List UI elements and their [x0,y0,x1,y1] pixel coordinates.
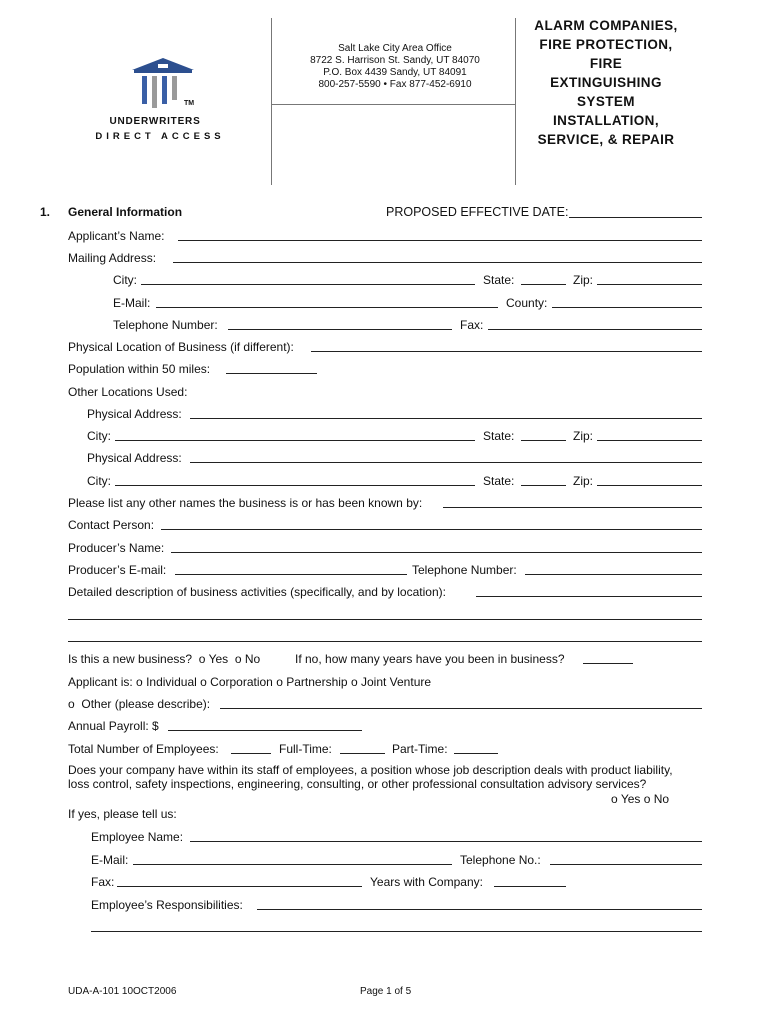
office-phone-fax: 800-257-5590 • Fax 877-452-6910 [318,79,472,90]
contact-person-field[interactable] [161,529,702,530]
county-field[interactable] [552,307,702,308]
state-field[interactable] [521,440,566,441]
annual-payroll-label: Annual Payroll: $ [68,719,159,733]
header-divider-horizontal [271,104,515,105]
logo-tagline: DIRECT ACCESS [95,131,225,142]
zip-field[interactable] [597,284,702,285]
physical-location-field[interactable] [311,351,702,352]
years-in-business-field[interactable] [583,663,633,664]
title-line: EXTINGUISHING [550,75,662,90]
population-label: Population within 50 miles: [68,362,211,376]
description-field-1[interactable] [476,596,702,597]
city-field[interactable] [115,440,475,441]
state-label: State: [483,273,515,287]
staff-yes-checkbox[interactable]: o [611,792,618,806]
email-label: E-Mail: [113,296,151,310]
employee-fax-field[interactable] [117,886,362,887]
office-po-box: P.O. Box 4439 Sandy, UT 84091 [323,67,467,78]
joint-venture-label: Joint Venture [360,675,432,689]
employee-fax-label: Fax: [91,875,115,889]
telephone-label: Telephone Number: [113,318,218,332]
company-logo [80,56,240,146]
part-time-label: Part-Time: [392,742,448,756]
fax-label: Fax: [460,318,484,332]
trademark-mark: TM [184,100,195,107]
city-field[interactable] [141,284,475,285]
contact-person-label: Contact Person: [68,518,155,532]
effective-date-label: PROPOSED EFFECTIVE DATE: [386,205,569,219]
state-field[interactable] [521,284,566,285]
telephone-field[interactable] [228,329,452,330]
if-yes-label: If yes, please tell us: [68,807,177,821]
section-heading: General Information [68,205,183,219]
staff-question-options [611,792,669,806]
individual-label: Individual [146,675,197,689]
joint-venture-checkbox[interactable]: o [350,675,358,689]
state-field[interactable] [521,485,566,486]
applicant-name-field[interactable] [178,240,702,241]
effective-date-field[interactable] [569,217,702,218]
office-name: Salt Lake City Area Office [338,43,452,54]
physical-address-label: Physical Address: [87,407,182,421]
title-line: FIRE PROTECTION, [539,37,673,52]
logo-name: UNDERWRITERS [109,116,201,127]
new-business-label: Is this a new business? [68,652,193,666]
no-label: No [244,652,261,666]
page-number: Page 1 of 5 [360,986,412,997]
years-with-company-field[interactable] [494,886,566,887]
other-names-field[interactable] [443,507,702,508]
other-names-label: Please list any other names the business is or has been known by: [68,496,423,510]
producer-name-field[interactable] [171,552,702,553]
individual-checkbox[interactable]: o [136,675,143,689]
county-label: County: [506,296,548,310]
responsibilities-field-2[interactable] [91,931,702,932]
other-checkbox[interactable]: o [68,697,75,711]
staff-question: Does your company have within its staff of employees, a position whose job description deals with product liability, loss control, safety inspections, engineering, consulting, or other professional consultation advisory services? [68,763,673,791]
header-divider-right [515,18,516,185]
physical-address-field[interactable] [190,418,702,419]
producer-email-field[interactable] [175,574,407,575]
part-time-field[interactable] [454,753,498,754]
description-field-3[interactable] [68,641,702,642]
full-time-label: Full-Time: [279,742,332,756]
zip-label: Zip: [573,429,594,443]
email-field[interactable] [156,307,498,308]
description-label: Detailed description of business activities (specifically, and by location): [68,585,446,599]
population-field[interactable] [226,373,317,374]
telephone-no-field[interactable] [550,864,702,865]
office-street: 8722 S. Harrison St. Sandy, UT 84070 [310,55,480,66]
physical-address-field[interactable] [190,462,702,463]
other-describe-label: Other (please describe): [81,697,211,711]
other-locations-label: Other Locations Used: [68,385,188,399]
no-checkbox[interactable]: o [234,652,242,666]
applicant-type-row [68,675,431,689]
physical-location-label: Physical Location of Business (if different): [68,340,294,354]
staff-no-checkbox[interactable]: o [643,792,651,806]
mailing-address-field[interactable] [173,262,702,263]
applicant-name-label: Applicant’s Name: [68,229,165,243]
zip-field[interactable] [597,485,702,486]
corporation-label: Corporation [210,675,273,689]
employee-email-label: E-Mail: [91,853,129,867]
telephone-no-label: Telephone No.: [460,853,541,867]
office-address [290,43,500,91]
title-line: INSTALLATION, [553,113,659,128]
full-time-field[interactable] [340,753,385,754]
total-employees-field[interactable] [231,753,271,754]
annual-payroll-field[interactable] [168,730,362,731]
staff-yes-label: Yes [620,792,641,806]
staff-no-label: No [653,792,670,806]
zip-label: Zip: [573,474,594,488]
partnership-label: Partnership [286,675,348,689]
mailing-address-label: Mailing Address: [68,251,157,265]
form-title [520,16,692,149]
zip-field[interactable] [597,440,702,441]
city-label: City: [87,429,111,443]
years-with-company-label: Years with Company: [370,875,483,889]
fax-field[interactable] [488,329,702,330]
producer-name-label: Producer’s Name: [68,541,165,555]
header-divider-left [271,18,272,185]
producer-email-label: Producer’s E-mail: [68,563,167,577]
state-label: State: [483,429,515,443]
yes-checkbox[interactable]: o [198,652,206,666]
title-line: ALARM COMPANIES, [534,18,678,33]
producer-telephone-label: Telephone Number: [412,563,517,577]
title-line: SYSTEM [577,94,635,109]
physical-address-label: Physical Address: [87,451,182,465]
title-line: FIRE [589,56,623,71]
responsibilities-label: Employee’s Responsibilities: [91,898,243,912]
city-label: City: [113,273,137,287]
producer-telephone-field[interactable] [525,574,702,575]
years-in-business-label: If no, how many years have you been in business? [295,652,565,666]
section-number: 1. [40,205,51,219]
state-label: State: [483,474,515,488]
title-line: SERVICE, & REPAIR [537,132,675,147]
yes-label: Yes [208,652,229,666]
other-describe-row [68,697,210,711]
zip-label: Zip: [573,273,594,287]
partnership-checkbox[interactable]: o [276,675,283,689]
applicant-is-label: Applicant is: [68,675,133,689]
corporation-checkbox[interactable]: o [200,675,207,689]
employee-name-label: Employee Name: [91,830,184,844]
city-label: City: [87,474,111,488]
form-id: UDA-A-101 10OCT2006 [68,986,177,997]
employee-email-field[interactable] [133,864,452,865]
responsibilities-field-1[interactable] [257,909,702,910]
employee-name-field[interactable] [190,841,702,842]
other-describe-field[interactable] [220,708,702,709]
description-field-2[interactable] [68,619,702,620]
city-field[interactable] [115,485,475,486]
total-employees-label: Total Number of Employees: [68,742,219,756]
new-business-question [68,652,260,666]
